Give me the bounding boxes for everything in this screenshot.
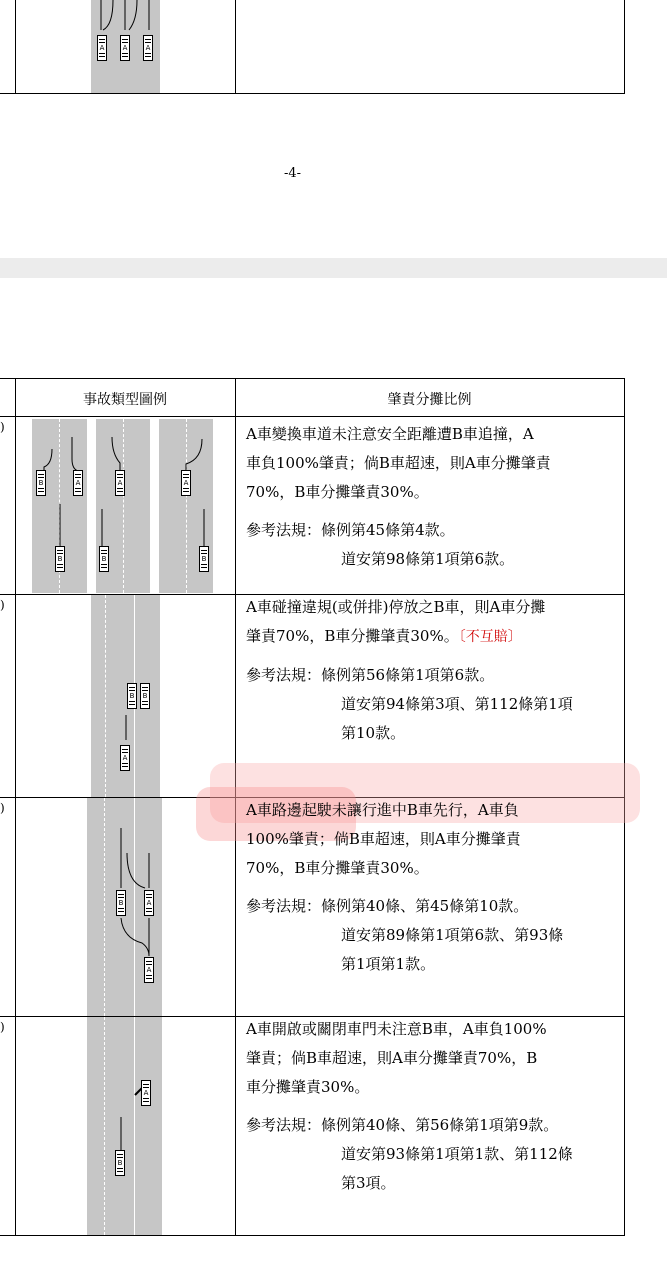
- car-a: A: [73, 470, 83, 496]
- car-a: A: [120, 745, 130, 771]
- car-a: A: [143, 35, 153, 61]
- page-number: -4-: [284, 166, 302, 181]
- page-separator: [0, 258, 667, 278]
- car-a: A: [144, 957, 154, 983]
- row4-liability-text: A車開啟或關閉車門未注意B車，A車負100% 肇責；倘B車超速，則A車分攤肇責70%，B 車分攤肇責30%。 參考法規：條例第40條、第56條第1項第9款。 道安第93條第1項第1款、第112條 第3項。: [246, 1020, 573, 1192]
- car-b: B: [55, 546, 65, 572]
- car-a: A: [115, 470, 125, 496]
- car-a: A: [181, 470, 191, 496]
- car-a: A: [141, 1080, 151, 1106]
- header-diagram: 事故類型圖例: [83, 392, 167, 408]
- car-b: B: [99, 546, 109, 572]
- car-a: A: [120, 35, 130, 61]
- header-liability: 肇責分攤比例: [387, 392, 472, 408]
- car-b: B: [140, 683, 150, 709]
- car-b: B: [199, 546, 209, 572]
- row1-liability-text: A車變換車道未注意安全距離遭B車追撞，A 車負100%肇責；倘B車超速，則A車分攤肇責 70%，B車分攤肇責30%。 參考法規：條例第45條第4款。 道安第98條第1項第6款。: [246, 425, 551, 568]
- car-b: B: [127, 683, 137, 709]
- row3-liability-text: A車路邊起駛未讓行進中B車先行，A車負 100%肇責；倘B車超速，則A車分攤肇責 70%，B車分攤肇責30%。 參考法規：條例第40條、第45條第10款。 道安第89條第1項第6款、第93條 第1項第1款。: [246, 801, 564, 973]
- car-a: A: [144, 890, 154, 916]
- car-b: B: [116, 890, 126, 916]
- car-a: A: [97, 35, 107, 61]
- car-b: B: [36, 470, 46, 496]
- no-mutual-compensation-note: 〔不互賠〕: [458, 629, 522, 645]
- row2-liability-text: A車碰撞違規(或併排)停放之B車，則A車分攤 肇責70%，B車分攤肇責30%。〔不互賠〕 參考法規：條例第56條第1項第6款。 道安第94條第3項、第112條第1項 第10款。: [246, 598, 573, 742]
- car-b: B: [115, 1150, 125, 1176]
